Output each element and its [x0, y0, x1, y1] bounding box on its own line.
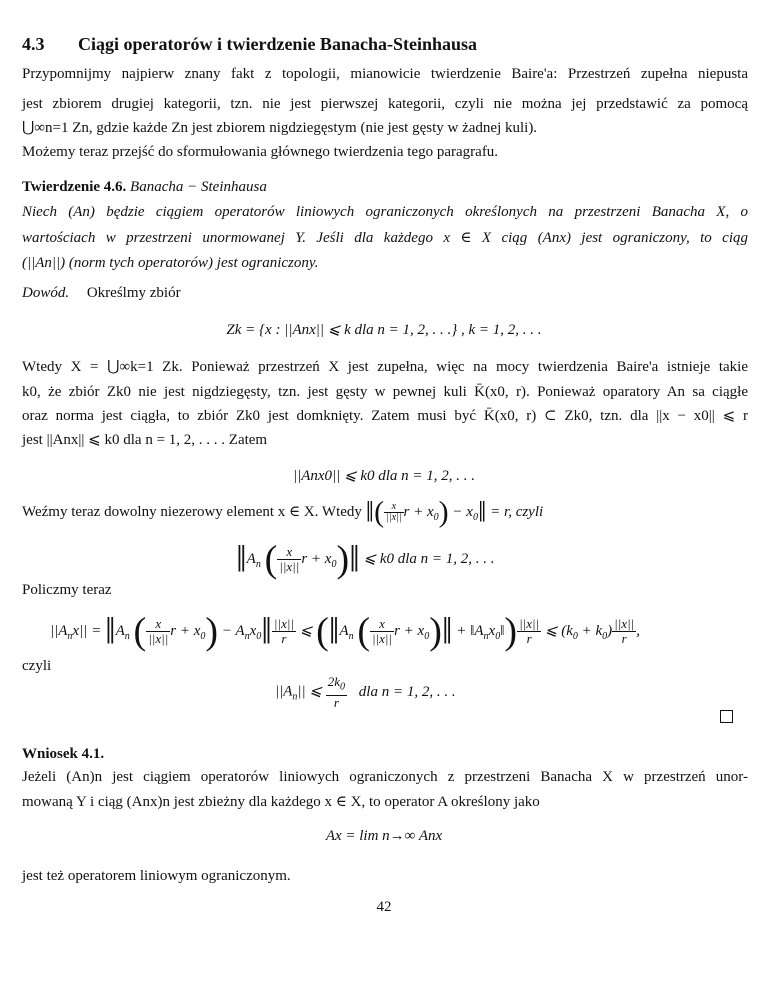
proof-paragraph-5-text: Weźmy teraz dowolny niezerowy element x ∈ X. Wtedy — [22, 504, 362, 520]
proof-heading — [22, 283, 748, 303]
theorem-line-1: Niech (An) będzie ciągiem operatorów liniowych ograniczonych określonych na przestrzeni Banacha X, o — [22, 204, 748, 220]
equation-bound: $‖A_n$ ( $\frac{x}{||x||}$ $r + x_0)‖$ ⩽ k0 dla n = 1, 2, . . . — [236, 538, 495, 581]
equation-final: $||A_n||$ ⩽ $\frac{2k_0}{r}$ dla n = 1, 2, . . . — [275, 674, 456, 710]
intro-line-3: ⋃∞n=1 Zn, gdzie każde Zn jest zbiorem nigdziegęstym (nie jest gęsty w żadnej kuli). — [22, 120, 538, 136]
theorem-line-3: (||An||) (norm tych operatorów) jest ograniczony. — [22, 255, 319, 271]
corollary-line-1: Jeżeli (An)n jest ciągiem operatorów liniowych ograniczonych z przestrzeni Banacha X w przestrzeń unor- — [22, 769, 748, 785]
norm-expression: ‖( $\frac{x}{||x||}$ $r + x_0$) − $x_0‖$ — [365, 495, 487, 529]
equation-zk: Zk = {x : ||Anx|| ⩽ k dla n = 1, 2, . . .} , k = 1, 2, . . . — [226, 322, 542, 338]
proof-paragraph-3: oraz norma jest ciągła, to zbiór Zk0 jest domknięty. Zatem musi być K̄(x0, r) ⊂ Zk0, tzn. dla ||x − x0|| ⩽ r — [22, 408, 748, 424]
page-number: 42 — [376, 899, 392, 915]
intro-line-4: Możemy teraz przejść do sformułowania głównego twierdzenia tego paragrafu. — [22, 144, 499, 160]
theorem-name: Banacha − Steinhausa — [130, 179, 267, 195]
czyli-label: czyli — [22, 658, 52, 674]
section-heading — [22, 34, 748, 54]
proof-paragraph-2: k0, że zbiór Zk0 nie jest nigdziegęsty, tzn. jest gęsty w pewnej kuli K̄(x0, r). Ponieważ oparatory An sa ciągłe — [22, 384, 748, 400]
proof-paragraph-6: Policzmy teraz — [22, 582, 112, 598]
theorem-heading — [22, 177, 748, 197]
intro-line-1: Przypomnijmy najpierw znany fakt z topologii, mianowicie twierdzenie Baire'a: Przestrzeń zupełna niepusta — [22, 66, 748, 82]
equation-final-tail: dla n = 1, 2, . . . — [358, 683, 456, 700]
section-number: 4.3 — [22, 34, 45, 54]
proof-paragraph-5 — [22, 495, 748, 529]
corollary-line-3: jest też operatorem liniowym ograniczonym. — [22, 868, 291, 884]
corollary-label: Wniosek 4.1. — [22, 746, 105, 762]
proof-intro: Określmy zbiór — [86, 285, 181, 301]
section-title: Ciągi operatorów i twierdzenie Banacha-Steinhausa — [78, 34, 477, 54]
proof-paragraph-4: jest ||Anx|| ⩽ k0 dla n = 1, 2, . . . . Zatem — [22, 432, 268, 448]
equation-estimate: $||A_nx||$ = $‖A_n$ ( $\frac{x}{||x||}$ $r + x_0$) − $A_nx_0‖$ $\frac{||x||}{r}$ ⩽ ($‖A_n$ ( $\frac{x}{||x||}$ $r + x_0)‖$ + $‖A_nx_0‖$) $\frac{||x||}{r}$ ⩽ $(k_0 + k_0)$ $\frac{||x||}{r}$ , — [50, 610, 640, 653]
equation-limit: Ax = lim n→∞ Anx — [325, 828, 443, 844]
proof-paragraph-1: Wtedy X = ⋃∞k=1 Zk. Ponieważ przestrzeń X jest zupełna, więc na mocy twierdzenia Baire'a istnieje takie — [22, 359, 748, 375]
theorem-label: Twierdzenie 4.6. — [22, 179, 127, 195]
corollary-line-2: mowaną Y i ciąg (Anx)n jest zbieżny dla każdego x ∈ X, to operator A określony jako — [22, 794, 540, 810]
theorem-line-2: wartościach w przestrzeni unormowanej Y. Jeśli dla każdego x ∈ X ciąg (Anx) jest ograniczony, to ciąg — [22, 230, 748, 246]
equation-bound-tail: ⩽ k0 dla n = 1, 2, . . . — [363, 550, 495, 567]
qed-square-icon — [720, 710, 733, 723]
proof-paragraph-5-math: = r, czyli — [490, 504, 544, 520]
intro-line-2: jest zbiorem drugiej kategorii, tzn. nie jest pierwszej kategorii, czyli nie można jej przedstawić za pomocą — [22, 96, 748, 112]
equation-anx0: ||Anx0|| ⩽ k0 dla n = 1, 2, . . . — [292, 468, 476, 484]
proof-label: Dowód. — [22, 285, 70, 301]
